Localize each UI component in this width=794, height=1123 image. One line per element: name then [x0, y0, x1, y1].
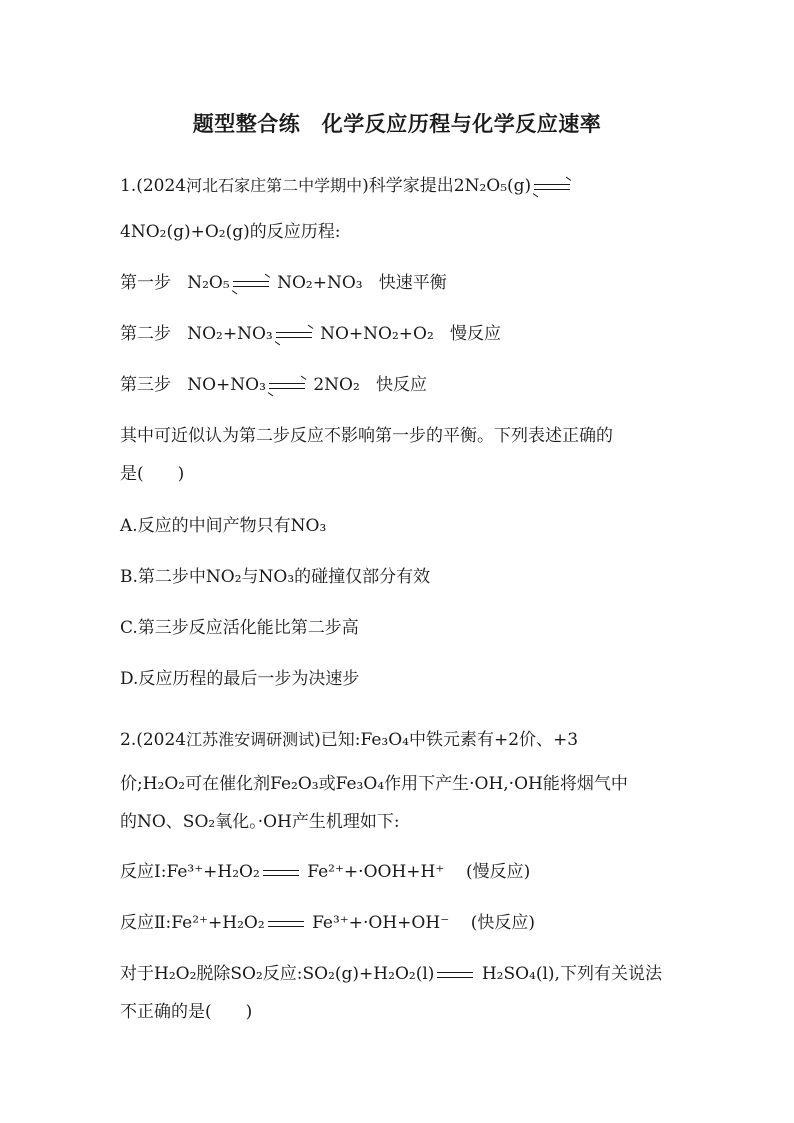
step-label: 第三步	[120, 375, 171, 395]
q2-source-close: )	[314, 730, 321, 750]
q2-stem-rhs: H₂SO₄(l),下列有关说法	[481, 964, 662, 984]
q2-header	[120, 728, 578, 752]
step-rhs: 2NO₂	[313, 375, 360, 395]
q1-step-3	[120, 373, 427, 397]
step-lhs: NO+NO₃	[187, 375, 266, 395]
q1-number: 1.(2024	[120, 176, 187, 196]
q2-intro: 已知:Fe₃O₄中铁元素有+2价、+3	[320, 730, 579, 750]
step-lhs: NO₂+NO₃	[187, 324, 273, 344]
reaction-lhs: Fe²⁺+H₂O₂	[171, 913, 265, 933]
reversible-arrow-icon	[276, 330, 312, 340]
q2-number: 2.(2024	[120, 730, 187, 750]
q2-line2: 价;H₂O₂可在催化剂Fe₂O₃或Fe₃O₄作用下产生·OH,·OH能将烟气中	[120, 774, 628, 794]
reversible-arrow-icon	[233, 279, 269, 289]
q2-source: 江苏淮安调研测试	[186, 730, 315, 749]
q1-source-close: )	[362, 176, 369, 196]
q1-option-c: C.第三步反应活化能比第二步高	[120, 618, 359, 638]
step-rhs: NO₂+NO₃	[277, 273, 363, 293]
reaction-note: (慢反应)	[465, 862, 531, 882]
q1-line2: 4NO₂(g)+O₂(g)的反应历程:	[120, 222, 341, 242]
q1-intro: 科学家提出2N₂O₅(g)	[368, 176, 532, 196]
step-lhs: N₂O₅	[187, 273, 230, 293]
q2-line3: 的NO、SO₂氧化。·OH产生机理如下:	[120, 812, 400, 832]
q2-reaction-2	[120, 911, 535, 935]
reaction-rhs: Fe²⁺+·OOH+H⁺	[307, 862, 445, 882]
reaction-note: (快反应)	[470, 913, 536, 933]
step-note: 慢反应	[450, 324, 502, 344]
reaction-rhs: Fe³⁺+·OH+OH⁻	[312, 913, 450, 933]
step-label: 第一步	[120, 273, 171, 293]
q1-option-d: D.反应历程的最后一步为决速步	[120, 669, 360, 689]
q1-source: 河北石家庄第二中学期中	[186, 176, 363, 195]
q1-stem-1: 其中可近似认为第二步反应不影响第一步的平衡。下列表述正确的	[120, 426, 613, 446]
equals-arrow-icon	[268, 919, 304, 929]
equals-arrow-icon	[437, 970, 473, 980]
page-title: 题型整合练 化学反应历程与化学反应速率	[192, 112, 602, 136]
step-note: 快反应	[375, 375, 427, 395]
q2-stem-2: 不正确的是( )	[120, 1002, 253, 1022]
q1-option-a: A.反应的中间产物只有NO₃	[120, 516, 327, 536]
q1-step-2	[120, 322, 501, 346]
reaction-label: 反应Ⅰ:	[120, 862, 167, 882]
step-note: 快速平衡	[378, 273, 447, 293]
q1-header	[120, 174, 573, 198]
q1-stem-2: 是( )	[120, 464, 185, 484]
q2-stem-lhs: 对于H₂O₂脱除SO₂反应:SO₂(g)+H₂O₂(l)	[120, 964, 435, 984]
reversible-arrow-icon	[534, 182, 570, 192]
q2-stem-1	[120, 962, 662, 986]
equals-arrow-icon	[263, 868, 299, 878]
q1-option-b: B.第二步中NO₂与NO₃的碰撞仅部分有效	[120, 567, 431, 587]
reaction-lhs: Fe³⁺+H₂O₂	[166, 862, 260, 882]
reaction-label: 反应Ⅱ:	[120, 913, 172, 933]
step-label: 第二步	[120, 324, 171, 344]
reversible-arrow-icon	[269, 381, 305, 391]
step-rhs: NO+NO₂+O₂	[320, 324, 434, 344]
q1-step-1	[120, 271, 447, 295]
q2-reaction-1	[120, 860, 530, 884]
